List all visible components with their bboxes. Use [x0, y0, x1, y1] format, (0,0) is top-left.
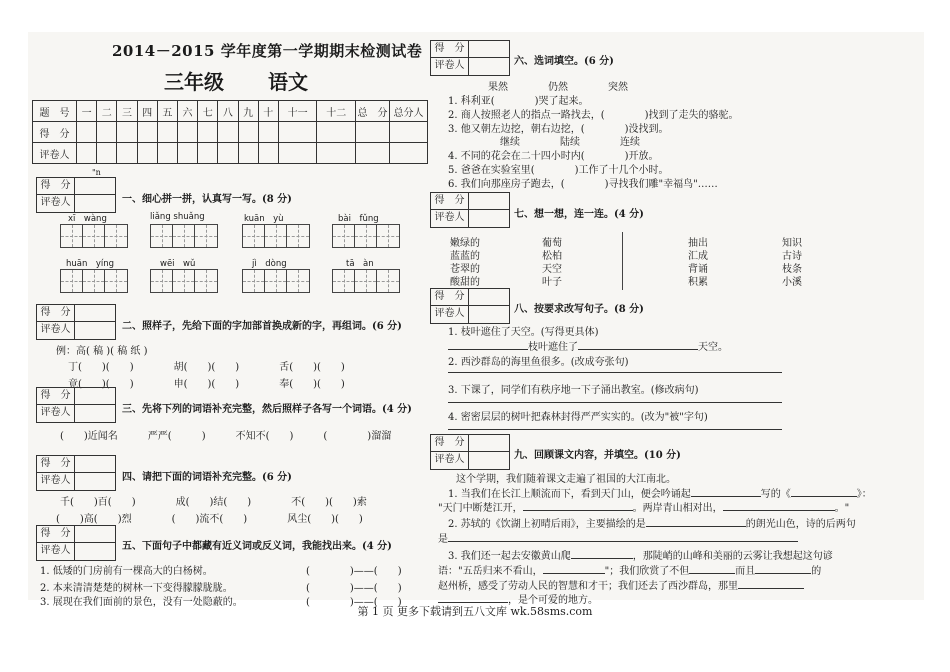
- text: 3. 我们还一起去安徽黄山爬: [448, 551, 571, 562]
- section-2-row: 竟( )( ) 申( )( ) 奉( )( ): [68, 379, 345, 390]
- section-9-title: 九、回顾课文内容，并填空。(10 分): [514, 450, 681, 461]
- col-header: 三: [117, 101, 137, 122]
- grade-label: 三年级: [164, 70, 224, 94]
- pinyin: kuān yù: [244, 214, 284, 224]
- section-8-q3: 3. 下课了，同学们有秩序地一下子涌出教室。(修改病句): [448, 385, 699, 396]
- pinyin: jì dòng: [252, 259, 287, 269]
- grader-label: 评卷人: [37, 543, 75, 560]
- section-4-title: 四、请把下面的词语补充完整。(6 分): [122, 472, 292, 483]
- section-6-item: 1. 科利亚( )哭了起来。: [448, 96, 589, 107]
- section-9-p2: [448, 515, 856, 530]
- col-header: 十二: [317, 101, 356, 122]
- text: 的朗光山色，诗的后两句: [745, 519, 856, 530]
- answer-line[interactable]: [448, 372, 782, 373]
- blank[interactable]: [448, 532, 798, 542]
- score-label: 得 分: [431, 435, 469, 451]
- row-label: 题 号: [33, 101, 77, 122]
- text: ，那陡峭的山峰和美丽的云雾让我想起这句谚: [632, 551, 833, 562]
- writing-grid[interactable]: [242, 269, 310, 293]
- blank[interactable]: [438, 593, 508, 603]
- page-footer: 第 1 页 更多下载请到五八文库 wk.58sms.com: [357, 605, 593, 618]
- exam-title: 2014－2015 学年度第一学期期末检测试卷: [112, 42, 423, 60]
- section-1-title: 一、细心拼一拼，认真写一写。(8 分): [122, 194, 292, 205]
- section-9-p3-cont2: [438, 577, 804, 592]
- section-3-line: ( )近闻名 严严( ) 不知不( ) ( )溜溜: [60, 431, 392, 442]
- stray-mark: "n: [92, 168, 101, 177]
- grader-box: [430, 192, 510, 228]
- match-item: 汇成: [688, 251, 708, 262]
- pinyin: liǎng shuǎng: [150, 212, 205, 222]
- col-header: 四: [137, 101, 157, 122]
- col-header: 五: [157, 101, 177, 122]
- pinyin: bài fǔng: [338, 214, 379, 224]
- match-item: 酸甜的: [450, 277, 480, 288]
- blank[interactable]: [646, 517, 746, 527]
- row-label: 评卷人: [33, 143, 77, 164]
- section-8-q2: 2. 西沙群岛的海里鱼很多。(改成夸张句): [448, 357, 629, 368]
- text: 1. 当我们在长江上顺流而下，看到天门山，便会吟诵起: [448, 489, 691, 500]
- blank[interactable]: [543, 564, 605, 574]
- match-item: 枝条: [782, 264, 802, 275]
- match-item: 叶子: [542, 277, 562, 288]
- text: 。两岸青山相对出，: [632, 503, 723, 514]
- text: 的: [811, 566, 822, 577]
- section-6-title: 六、选词填空。(6 分): [514, 56, 614, 67]
- answer-line[interactable]: [448, 429, 782, 430]
- section-9-p2-cont: [438, 530, 798, 545]
- section-6-item: 2. 商人按照老人的指点一路找去，( )找到了走失的骆驼。: [448, 110, 739, 121]
- section-6-item: 6. 我们向那座房子跑去，( )寻找我们雕"幸福鸟"……: [448, 179, 718, 190]
- section-4-row: 千( )百( ) 成( )结( ) 不( )( )索: [60, 497, 367, 508]
- text: 写的《: [760, 489, 791, 500]
- writing-grid[interactable]: [150, 224, 218, 248]
- writing-grid[interactable]: [242, 224, 310, 248]
- blank[interactable]: [691, 487, 761, 497]
- text: ，是个可爱的地方。: [508, 595, 598, 606]
- text: 2. 苏轼的《饮湖上初晴后雨》，主要描绘的是: [448, 519, 646, 530]
- col-header: 七: [198, 101, 218, 122]
- score-label: 得 分: [431, 41, 469, 57]
- grader-label: 评卷人: [37, 195, 75, 212]
- left-column: [32, 32, 430, 608]
- blank[interactable]: [791, 487, 857, 497]
- text: 是: [438, 534, 448, 545]
- match-item: 知识: [782, 238, 802, 249]
- section-2-example: 例：高( 稿 )( 稿 纸 ): [56, 346, 148, 357]
- score-label: 得 分: [37, 305, 75, 321]
- col-header: 八: [218, 101, 238, 122]
- grader-box: [430, 434, 510, 470]
- grader-box: [36, 387, 116, 423]
- grader-box: [430, 288, 510, 324]
- grader-label: 评卷人: [431, 210, 469, 227]
- word-bank: 果然 仍然 突然: [488, 82, 628, 93]
- section-5-item: 3. 展现在我们面前的景色，没有一处隐蔽的。: [40, 597, 243, 608]
- score-table-grader-row: [33, 143, 428, 164]
- divider: [622, 232, 623, 290]
- match-item: 松柏: [542, 251, 562, 262]
- section-9-p3-cont: [438, 562, 821, 577]
- right-column: [430, 32, 924, 606]
- section-9-p3: [448, 547, 833, 562]
- blank[interactable]: [523, 501, 633, 511]
- section-8-q1-fill[interactable]: [448, 338, 728, 353]
- word-bank: 继续 陆续 连续: [500, 137, 640, 148]
- blank[interactable]: [689, 564, 735, 574]
- match-item: 积累: [688, 277, 708, 288]
- grader-label: 评卷人: [431, 58, 469, 75]
- grader-label: 评卷人: [37, 322, 75, 339]
- section-8-title: 八、按要求改写句子。(8 分): [514, 304, 644, 315]
- text: 。": [834, 503, 850, 514]
- score-label: 得 分: [431, 193, 469, 209]
- section-9-p1: [448, 485, 872, 500]
- fill-text: 枝叶遮住了: [528, 342, 578, 353]
- blank[interactable]: [738, 579, 804, 589]
- writing-grid[interactable]: [60, 224, 128, 248]
- text: 赵州桥，感受了劳动人民的智慧和才干；我们还去了西沙群岛，那里: [438, 581, 738, 592]
- score-label: 得 分: [37, 526, 75, 542]
- writing-grid[interactable]: [60, 269, 128, 293]
- grader-label: 评卷人: [431, 306, 469, 323]
- grader-box: [36, 304, 116, 340]
- grader-box: [36, 177, 116, 213]
- grader-box: [36, 455, 116, 491]
- text: "；我们欣赏了不但: [604, 566, 690, 577]
- match-item: 蓝蓝的: [450, 251, 480, 262]
- blank[interactable]: [571, 549, 633, 559]
- row-label: 得 分: [33, 122, 77, 143]
- score-label: 得 分: [431, 289, 469, 305]
- writing-grid[interactable]: [150, 269, 218, 293]
- pinyin: tā àn: [346, 259, 374, 269]
- grader-label: 评卷人: [37, 405, 75, 422]
- blank[interactable]: [723, 501, 835, 511]
- section-5-answer: ( )——( ): [306, 566, 402, 577]
- text: 而且: [735, 566, 756, 577]
- pinyin: xī wàng: [68, 214, 107, 224]
- exam-paper: [28, 32, 924, 608]
- col-header: 九: [238, 101, 258, 122]
- pinyin: huān yíng: [66, 259, 115, 269]
- match-item: 嫩绿的: [450, 238, 480, 249]
- section-5-item: 1. 低矮的门房前有一棵高大的白杨树。: [40, 566, 213, 577]
- match-item: 古诗: [782, 251, 802, 262]
- grader-box: [430, 40, 510, 76]
- match-item: 天空: [542, 264, 562, 275]
- pinyin: wēi wǔ: [160, 259, 196, 269]
- score-table-score-row: [33, 122, 428, 143]
- match-item: 小溪: [782, 277, 802, 288]
- section-5-title: 五、下面句子中都藏有近义词或反义词，我能找出来。(4 分): [122, 541, 392, 552]
- match-item: 背诵: [688, 264, 708, 275]
- section-8-q4: 4. 密密层层的树叶把森林封得严严实实的。(改为"被"字句): [448, 412, 708, 423]
- fill-text: 天空。: [698, 342, 728, 353]
- score-table-header-row: [33, 101, 428, 122]
- col-header: 十: [258, 101, 278, 122]
- section-6-item: 3. 他又朝左边挖，朝右边挖，( )没找到。: [448, 124, 669, 135]
- col-header: 一: [77, 101, 97, 122]
- score-table: [32, 100, 428, 164]
- match-item: 抽出: [688, 238, 708, 249]
- section-8-q1: 1. 枝叶遮住了天空。(写得更具体): [448, 327, 599, 338]
- writing-grid[interactable]: [332, 269, 400, 293]
- text: 语："五岳归来不看山，: [438, 566, 543, 577]
- section-4-row: ( )高( )烈 ( )流不( ) 风尘( )( ): [56, 514, 363, 525]
- section-9-p1-cont: [438, 499, 849, 514]
- col-header: 十一: [278, 101, 317, 122]
- grader-label: 评卷人: [37, 473, 75, 490]
- subject-label: 语文: [268, 70, 308, 94]
- writing-grid[interactable]: [332, 224, 400, 248]
- match-item: 葡萄: [542, 238, 562, 249]
- score-label: 得 分: [37, 178, 75, 194]
- grader-label: 评卷人: [431, 452, 469, 469]
- score-label: 得 分: [37, 388, 75, 404]
- col-header: 总分人: [390, 101, 428, 122]
- answer-line[interactable]: [448, 402, 782, 403]
- section-6-item: 4. 不同的花会在二十四小时内( )开放。: [448, 151, 659, 162]
- section-2-title: 二、照样子，先给下面的字加部首换成新的字，再组词。(6 分): [122, 321, 402, 332]
- grader-box: [36, 525, 116, 561]
- section-9-intro: 这个学期，我们随着课文走遍了祖国的大江南北。: [456, 474, 676, 485]
- col-header: 二: [97, 101, 117, 122]
- section-5-item: 2. 本来清清楚楚的树林一下变得朦朦胧胧。: [40, 583, 233, 594]
- text: 》：: [856, 489, 872, 500]
- col-header: 六: [177, 101, 197, 122]
- match-item: 苍翠的: [450, 264, 480, 275]
- section-5-answer: ( )——( ): [306, 597, 402, 608]
- exam-subtitle: [164, 66, 352, 95]
- score-label: 得 分: [37, 456, 75, 472]
- section-6-item: 5. 爸爸在实验室里( )工作了十几个小时。: [448, 165, 669, 176]
- section-3-title: 三、先将下列的词语补充完整，然后照样子各写一个词语。(4 分): [122, 404, 412, 415]
- blank[interactable]: [755, 564, 811, 574]
- text: "天门中断楚江开，: [438, 503, 523, 514]
- section-2-row: 丁( )( ) 胡( )( ) 舌( )( ): [68, 362, 345, 373]
- section-5-answer: ( )——( ): [306, 583, 402, 594]
- col-header: 总 分: [356, 101, 390, 122]
- section-7-title: 七、想一想，连一连。(4 分): [514, 209, 644, 220]
